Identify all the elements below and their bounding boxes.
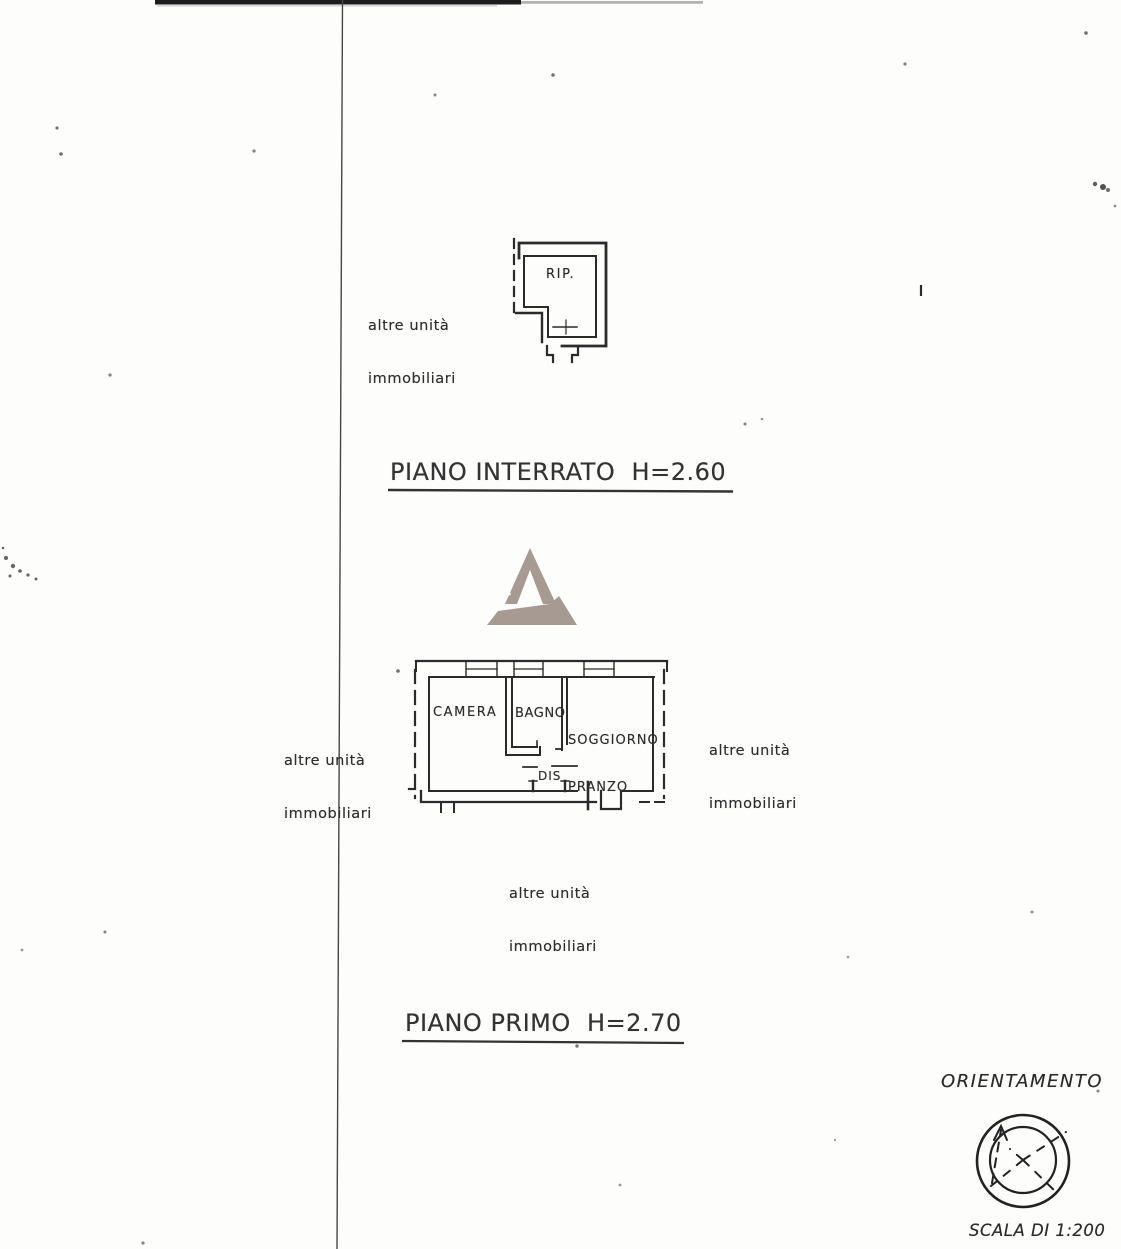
label-adjacent-units-primo-left [284,718,372,860]
plan-interrato-drawing [514,239,606,362]
room-label-line: SOGGIORNO [568,732,659,748]
room-label-soggiorno-pranzo [568,701,659,828]
room-label-rip: RIP. [546,267,576,282]
scale-label: SCALA DI 1:200 [969,1221,1106,1240]
room-label-dis: DIS [538,769,562,783]
label-line: altre unità [509,886,591,903]
label-line: immobiliari [368,371,456,388]
compass-icon [977,1115,1069,1207]
scan-smudge-left [2,547,38,581]
label-line: altre unità [368,318,450,335]
label-adjacent-units-primo-bottom [509,851,597,993]
fold-line [337,0,343,1249]
label-line: altre unità [284,753,366,770]
label-line: immobiliari [509,939,597,956]
scan-specks [2,31,1117,1244]
floor-title-primo: PIANO PRIMO H=2.70 [405,1009,682,1037]
title-primo-underline [402,1041,684,1043]
floor-title-interrato: PIANO INTERRATO H=2.60 [390,458,727,486]
label-adjacent-units-primo-right [709,708,797,850]
scan-artifact-top-band [155,0,703,7]
watermark-logo [487,548,577,625]
room-label-camera: CAMERA [433,705,498,720]
orientation-title: ORIENTAMENTO [941,1071,1104,1092]
label-line: immobiliari [284,806,372,823]
title-interrato-underline [388,490,733,492]
label-line: immobiliari [709,796,797,813]
room-label-line: PRANZO [568,780,629,796]
label-adjacent-units-interrato [368,283,456,425]
room-label-bagno: BAGNO [515,706,566,721]
label-line: altre unità [709,743,791,760]
